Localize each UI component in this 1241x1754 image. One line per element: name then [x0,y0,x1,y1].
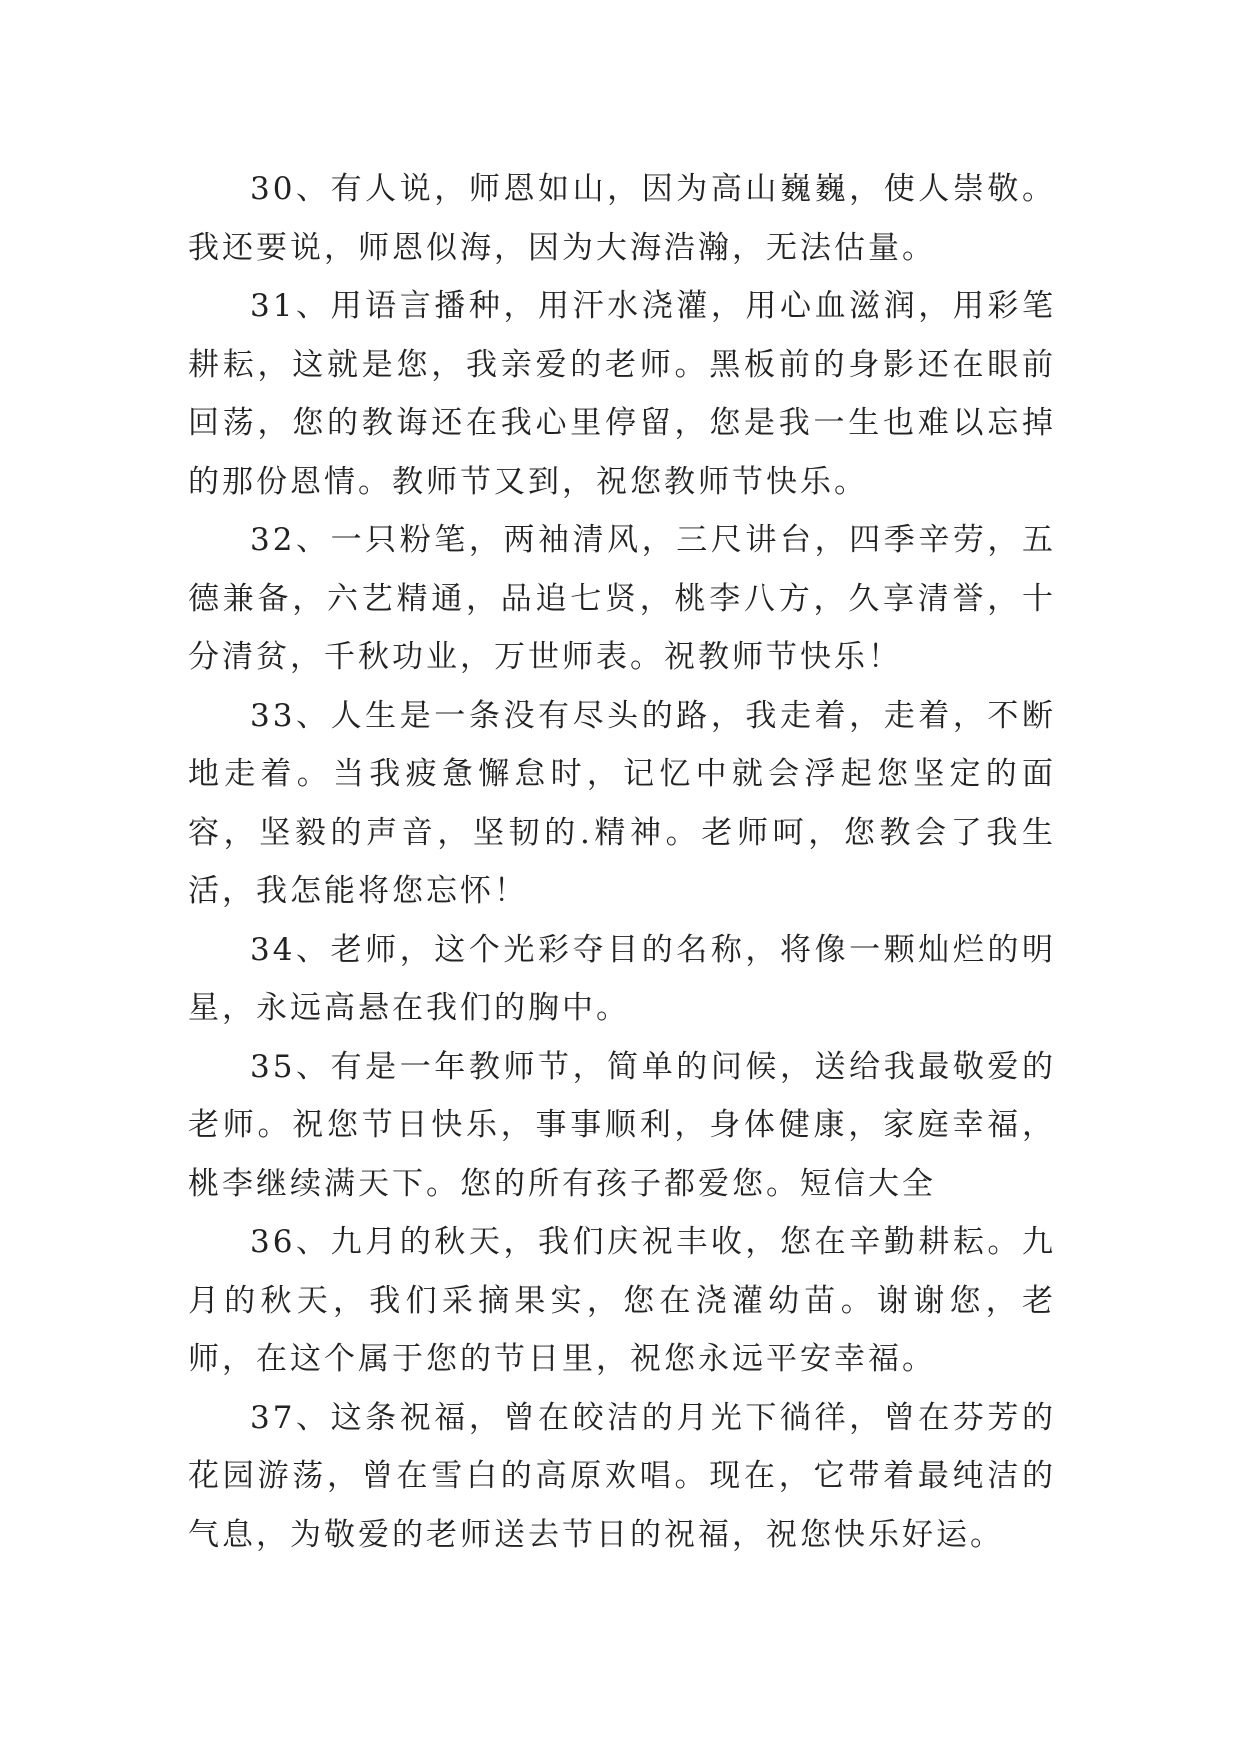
paragraph-31: 31、用语言播种，用汗水浇灌，用心血滋润，用彩笔耕耘，这就是您，我亲爱的老师。黑板前的身影还在眼前回荡，您的教诲还在我心里停留，您是我一生也难以忘掉的那份恩情。教师节又到，祝您教师节快乐。 [188,288,1056,500]
paragraph-32: 32、一只粉笔，两袖清风，三尺讲台，四季辛劳，五德兼备，六艺精通，品追七贤，桃李八方，久享清誉，十分清贫，千秋功业，万世师表。祝教师节快乐！ [188,522,1056,675]
paragraph-35: 35、有是一年教师节，简单的问候，送给我最敬爱的老师。祝您节日快乐，事事顺利，身体健康，家庭幸福，桃李继续满天下。您的所有孩子都爱您。短信大全 [188,1048,1056,1202]
paragraph-36: 36、九月的秋天，我们庆祝丰收，您在辛勤耕耘。九月的秋天，我们采摘果实，您在浇灌幼苗。谢谢您，老师，在这个属于您的节日里，祝您永远平安幸福。 [188,1224,1056,1377]
paragraph-37: 37、这条祝福，曾在皎洁的月光下徜徉，曾在芬芳的花园游荡，曾在雪白的高原欢唱。现在，它带着最纯洁的气息，为敬爱的老师送去节日的祝福，祝您快乐好运。 [188,1399,1056,1553]
paragraph-30: 30、有人说，师恩如山，因为高山巍巍，使人崇敬。我还要说，师恩似海，因为大海浩瀚，无法估量。 [188,171,1056,266]
document-body [188,160,1056,1564]
paragraph-34: 34、老师，这个光彩夺目的名称，将像一颗灿烂的明星，永远高悬在我们的胸中。 [188,931,1056,1026]
paragraph-33: 33、人生是一条没有尽头的路，我走着，走着，不断地走着。当我疲惫懈怠时，记忆中就会浮起您坚定的面容，坚毅的声音，坚韧的.精神。老师呵，您教会了我生活，我怎能将您忘怀！ [188,697,1056,909]
